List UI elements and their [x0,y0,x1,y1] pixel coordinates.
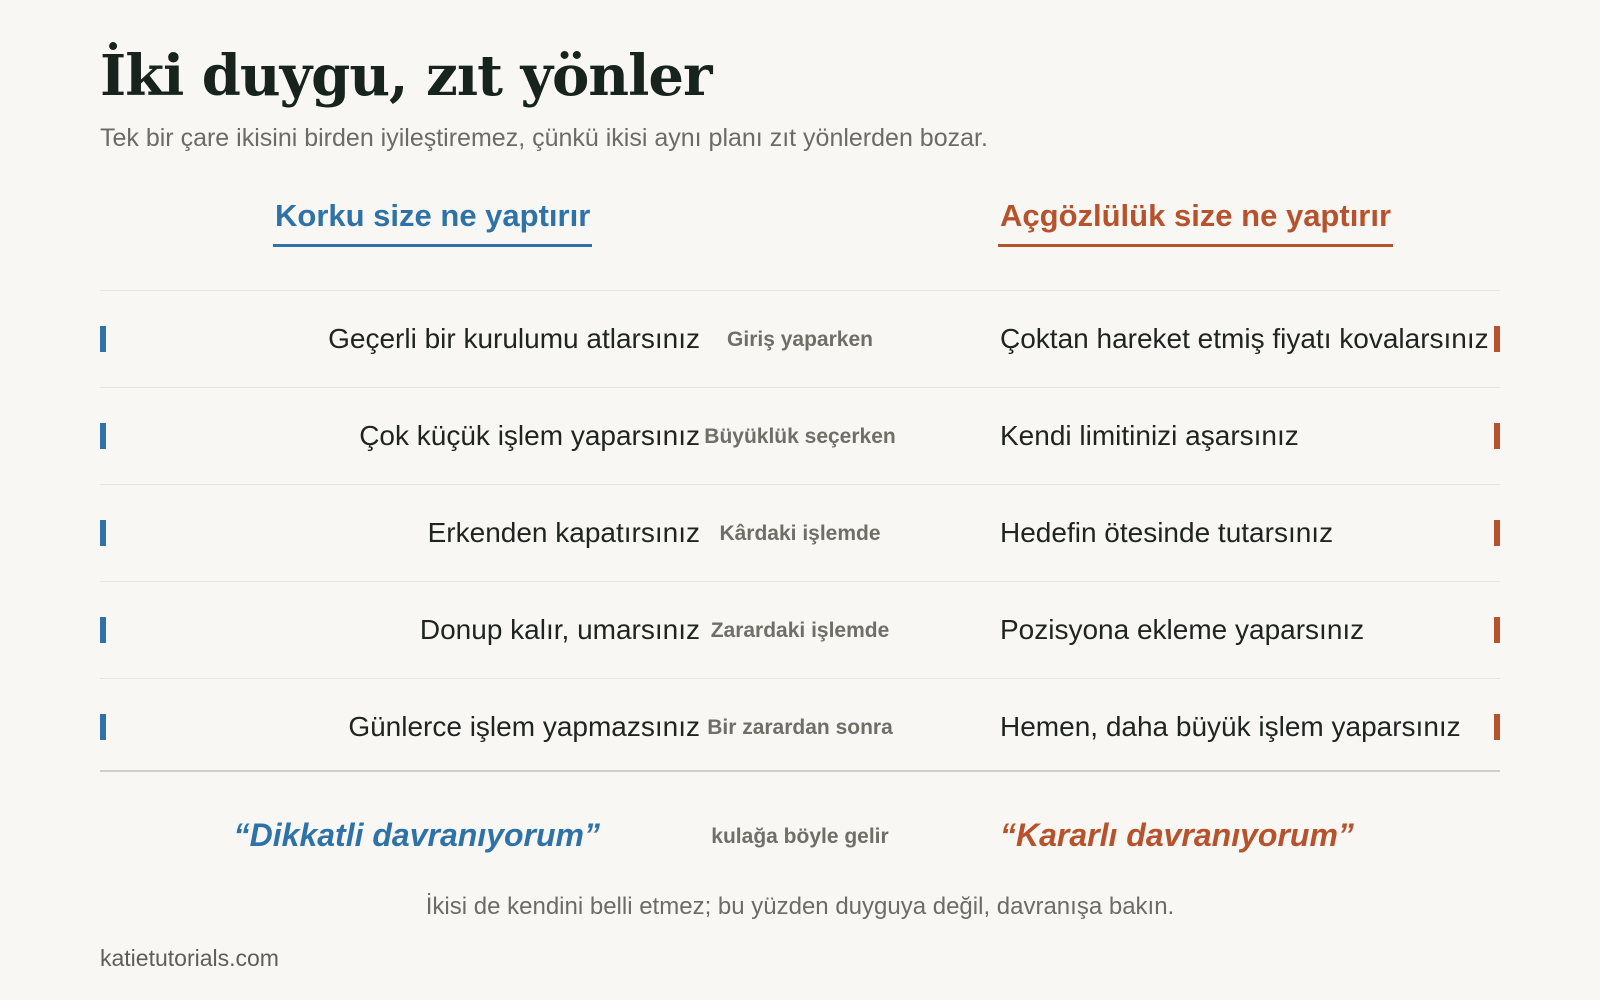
comparison-row [100,387,1500,484]
greed-quote: “Kararlı davranıyorum” [1000,817,1354,853]
footnote: İkisi de kendini belli etmez; bu yüzden duyguya değil, davranışa bakın. [425,893,1175,920]
fear-marker [100,423,106,449]
fear-effect: Çok küçük işlem yaparsınız [359,420,700,451]
quote-connector: kulağa böyle gelir [711,825,889,848]
fear-effect: Geçerli bir kurulumu atlarsınız [328,323,700,354]
fear-marker [100,520,106,546]
greed-marker [1494,520,1500,546]
greed-marker [1494,326,1500,352]
fear-marker [100,617,106,643]
greed-marker [1494,423,1500,449]
greed-marker [1494,714,1500,740]
comparison-row [100,290,1500,387]
fear-effect: Erkenden kapatırsınız [427,517,700,548]
page-title: İki duygu, zıt yönler [100,43,712,109]
greed-effect: Hedefin ötesinde tutarsınız [1000,517,1334,548]
site-credit: katietutorials.com [100,945,279,971]
greed-column-heading: Açgözlülük size ne yaptırır [998,196,1393,247]
fear-effect: Günlerce işlem yapmazsınız [348,711,700,742]
situation-label: Bir zarardan sonra [707,716,893,739]
fear-marker [100,714,106,740]
greed-marker [1494,617,1500,643]
comparison-row [100,678,1500,775]
greed-effect: Çoktan hareket etmiş fiyatı kovalarsınız [1000,323,1489,354]
fear-quote: “Dikkatli davranıyorum” [233,817,600,853]
fear-effect: Donup kalır, umarsınız [419,614,700,645]
greed-effect: Hemen, daha büyük işlem yaparsınız [1000,711,1461,742]
comparison-row [100,484,1500,581]
fear-marker [100,326,106,352]
comparison-row [100,581,1500,678]
situation-label: Giriş yaparken [727,328,873,351]
situation-label: Kârdaki işlemde [719,522,881,545]
situation-label: Zarardaki işlemde [710,619,890,642]
situation-label: Büyüklük seçerken [704,425,896,448]
section-divider [100,770,1500,772]
comparison-table [100,290,1500,775]
page-subtitle: Tek bir çare ikisini birden iyileştiremez, çünkü ikisi aynı planı zıt yönlerden bozar. [100,124,988,152]
fear-column-heading: Korku size ne yaptırır [273,196,592,247]
greed-effect: Pozisyona ekleme yaparsınız [1000,614,1365,645]
greed-effect: Kendi limitinizi aşarsınız [1000,420,1299,451]
